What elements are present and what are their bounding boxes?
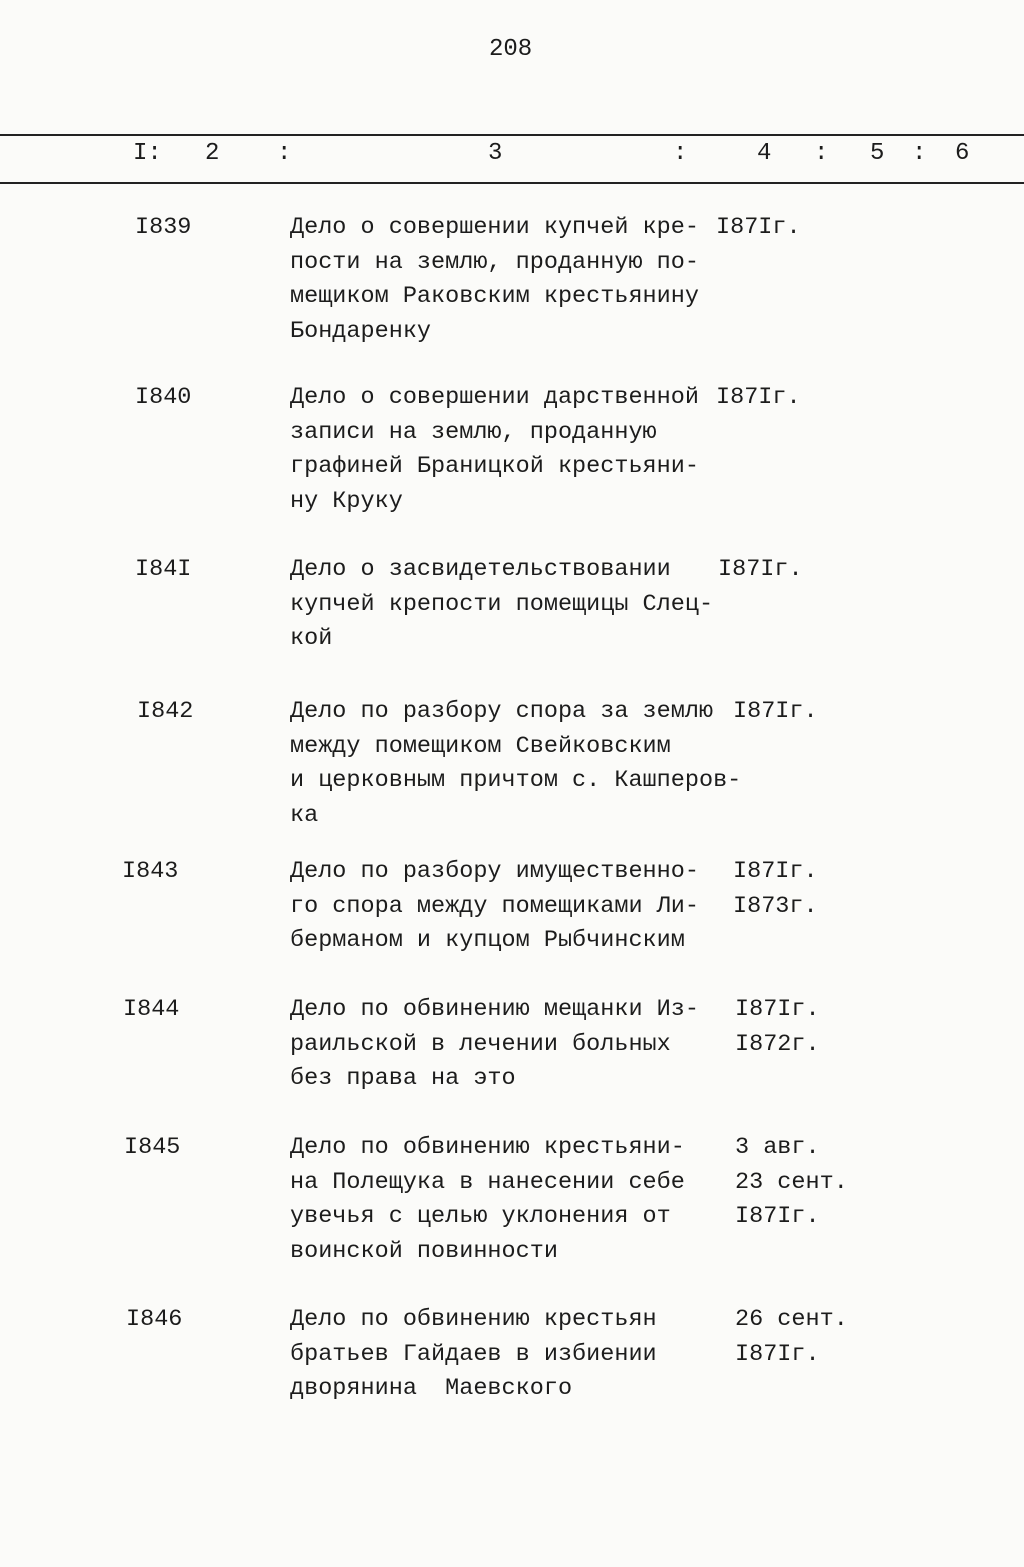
date-line: I87Iг. — [716, 384, 801, 411]
header-top-rule — [0, 134, 1024, 136]
description-line: раильской в лечении больных — [290, 1030, 671, 1058]
entry-number: I840 — [135, 384, 192, 411]
entry-number: I845 — [124, 1134, 181, 1161]
description-line: Дело по разбору спора за землю — [290, 698, 714, 725]
entry-description — [290, 1131, 685, 1269]
column-1-header: I: — [133, 140, 162, 167]
column-2-header: 2 — [205, 140, 220, 167]
date-line: I87Iг. — [733, 858, 818, 885]
description-line: дворянина Маевского — [290, 1375, 573, 1402]
column-3-header: 3 — [488, 140, 503, 167]
entry-dates — [733, 695, 818, 730]
description-line: ну Круку — [290, 487, 403, 515]
description-line: увечья с целью уклонения от — [290, 1203, 671, 1230]
entry-dates — [735, 993, 820, 1062]
description-line: мещиком Раковским крестьянину — [290, 283, 699, 310]
description-line: ка — [290, 801, 319, 829]
description-line: записи на землю, проданную — [290, 418, 657, 446]
header-bottom-rule — [0, 182, 1024, 184]
description-line: воинской повинности — [290, 1237, 558, 1265]
entry-number: I844 — [123, 996, 180, 1023]
date-line: I873г. — [733, 892, 818, 920]
entry-dates — [716, 381, 801, 416]
description-line: Дело по разбору имущественно- — [290, 858, 699, 885]
column-separator: : — [277, 140, 292, 167]
description-line: и церковным причтом с. Кашперов- — [290, 767, 742, 794]
description-line: братьев Гайдаев в избиении — [290, 1340, 657, 1368]
description-line: Дело о засвидетельствовании — [290, 556, 671, 583]
description-line: купчей крепости помещицы Слец- — [290, 590, 714, 618]
entry-number: I84I — [135, 556, 192, 583]
column-4-header: 4 — [757, 140, 772, 167]
entry-description — [290, 855, 699, 959]
entry-dates — [716, 211, 801, 246]
entry-description — [290, 211, 699, 349]
date-line: I87Iг. — [735, 1340, 820, 1368]
date-line: I872г. — [735, 1030, 820, 1058]
date-line: 26 сент. — [735, 1306, 848, 1333]
column-separator: : — [673, 140, 688, 167]
entry-description — [290, 553, 713, 657]
date-line: I87Iг. — [733, 698, 818, 725]
description-line: графиней Браницкой крестьяни- — [290, 453, 699, 480]
description-line: пости на землю, проданную по- — [290, 248, 699, 276]
entry-description — [290, 695, 741, 833]
date-line: I87Iг. — [735, 1203, 820, 1230]
date-line: 23 сент. — [735, 1168, 848, 1196]
description-line: между помещиком Свейковским — [290, 732, 671, 760]
date-line: I87Iг. — [716, 214, 801, 241]
column-5-header: 5 — [870, 140, 885, 167]
entry-dates — [733, 855, 818, 924]
description-line: Дело о совершении дарственной — [290, 384, 699, 411]
entry-dates — [718, 553, 803, 588]
entry-number: I846 — [126, 1306, 183, 1333]
description-line: Бондаренку — [290, 317, 432, 345]
date-line: 3 авг. — [735, 1134, 820, 1161]
entry-description — [290, 1303, 657, 1407]
description-line: кой — [290, 625, 333, 652]
entry-number: I839 — [135, 214, 192, 241]
page-number: 208 — [489, 36, 533, 63]
description-line: Дело по обвинению крестьяни- — [290, 1134, 685, 1161]
entry-number: I843 — [122, 858, 179, 885]
column-separator: : — [814, 140, 829, 167]
entry-number: I842 — [137, 698, 194, 725]
description-line: го спора между помещиками Ли- — [290, 892, 699, 920]
date-line: I87Iг. — [718, 556, 803, 583]
entry-dates — [735, 1303, 848, 1372]
description-line: Дело о совершении купчей кре- — [290, 214, 699, 241]
description-line: без права на это — [290, 1065, 516, 1092]
column-separator: : — [912, 140, 927, 167]
column-6-header: 6 — [955, 140, 970, 167]
description-line: Дело по обвинению мещанки Из- — [290, 996, 699, 1023]
entry-description — [290, 381, 699, 519]
description-line: на Полещука в нанесении себе — [290, 1168, 685, 1196]
entry-dates — [735, 1131, 848, 1235]
entry-description — [290, 993, 699, 1097]
date-line: I87Iг. — [735, 996, 820, 1023]
description-line: берманом и купцом Рыбчинским — [290, 927, 685, 954]
description-line: Дело по обвинению крестьян — [290, 1306, 657, 1333]
